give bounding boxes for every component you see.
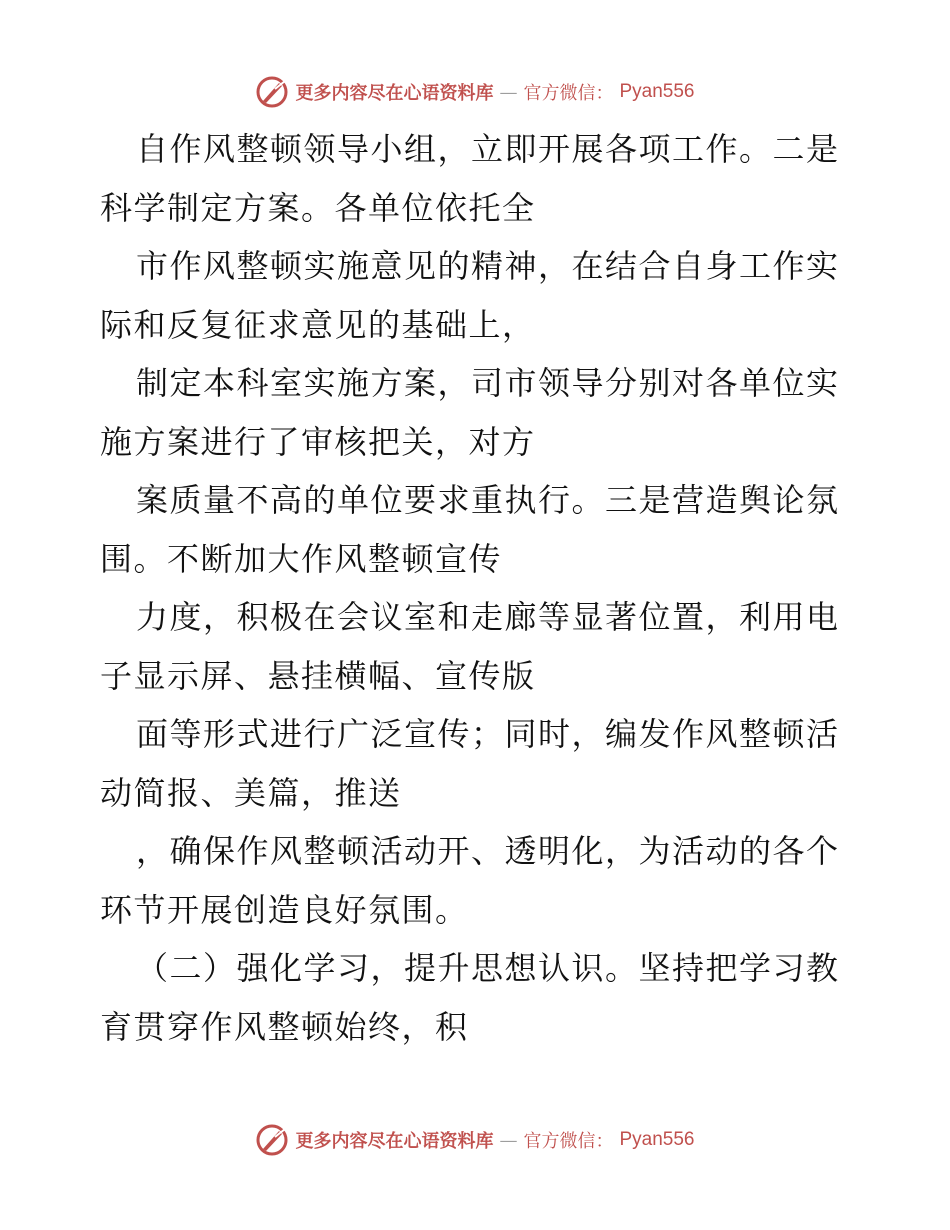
paragraph-line: （二）强化学习，提升思想认识。坚持把学习教 bbox=[136, 949, 840, 987]
paragraph-line: 子显示屏、悬挂横幅、宣传版 bbox=[100, 656, 536, 695]
quill-logo-icon bbox=[255, 1123, 289, 1157]
paragraph-line: 围。不断加大作风整顿宣传 bbox=[100, 539, 503, 578]
paragraph-line: 动简报、美篇，推送 bbox=[100, 773, 402, 812]
banner-title: 更多内容尽在心语资料库 bbox=[295, 83, 494, 104]
paragraph-line: 市作风整顿实施意见的精神，在结合自身工作实 bbox=[136, 247, 840, 285]
paragraph-line: 制定本科室实施方案，司市领导分别对各单位实 bbox=[136, 364, 840, 402]
document-body bbox=[100, 120, 852, 1056]
footer-watermark-banner bbox=[0, 1120, 950, 1160]
banner-wechat-label: 官方微信： bbox=[523, 83, 614, 104]
paragraph-line: ，确保作风整顿活动开、透明化，为活动的各个 bbox=[136, 832, 840, 870]
banner-dash: — bbox=[499, 1129, 518, 1151]
paragraph-line: 面等形式进行广泛宣传；同时，编发作风整顿活 bbox=[136, 715, 840, 753]
paragraph-line: 育贯穿作风整顿始终，积 bbox=[100, 1007, 469, 1046]
quill-logo-icon bbox=[255, 75, 289, 109]
banner-wechat-label: 官方微信： bbox=[523, 1131, 614, 1152]
paragraph-line: 自作风整顿领导小组，立即开展各项工作。二是 bbox=[136, 130, 840, 168]
paragraph-line: 案质量不高的单位要求重执行。三是营造舆论氛 bbox=[136, 481, 840, 519]
banner-dash: — bbox=[499, 81, 518, 103]
paragraph-line: 施方案进行了审核把关，对方 bbox=[100, 422, 536, 461]
header-watermark-banner bbox=[0, 72, 950, 112]
paragraph-line: 科学制定方案。各单位依托全 bbox=[100, 188, 536, 227]
banner-wechat-id: Pyan556 bbox=[619, 1129, 695, 1150]
paragraph-line: 际和反复征求意见的基础上， bbox=[100, 305, 536, 344]
banner-title: 更多内容尽在心语资料库 bbox=[295, 1131, 494, 1152]
paragraph-line: 环节开展创造良好氛围。 bbox=[100, 890, 469, 929]
banner-wechat-id: Pyan556 bbox=[619, 81, 695, 102]
paragraph-line: 力度，积极在会议室和走廊等显著位置，利用电 bbox=[136, 598, 840, 636]
